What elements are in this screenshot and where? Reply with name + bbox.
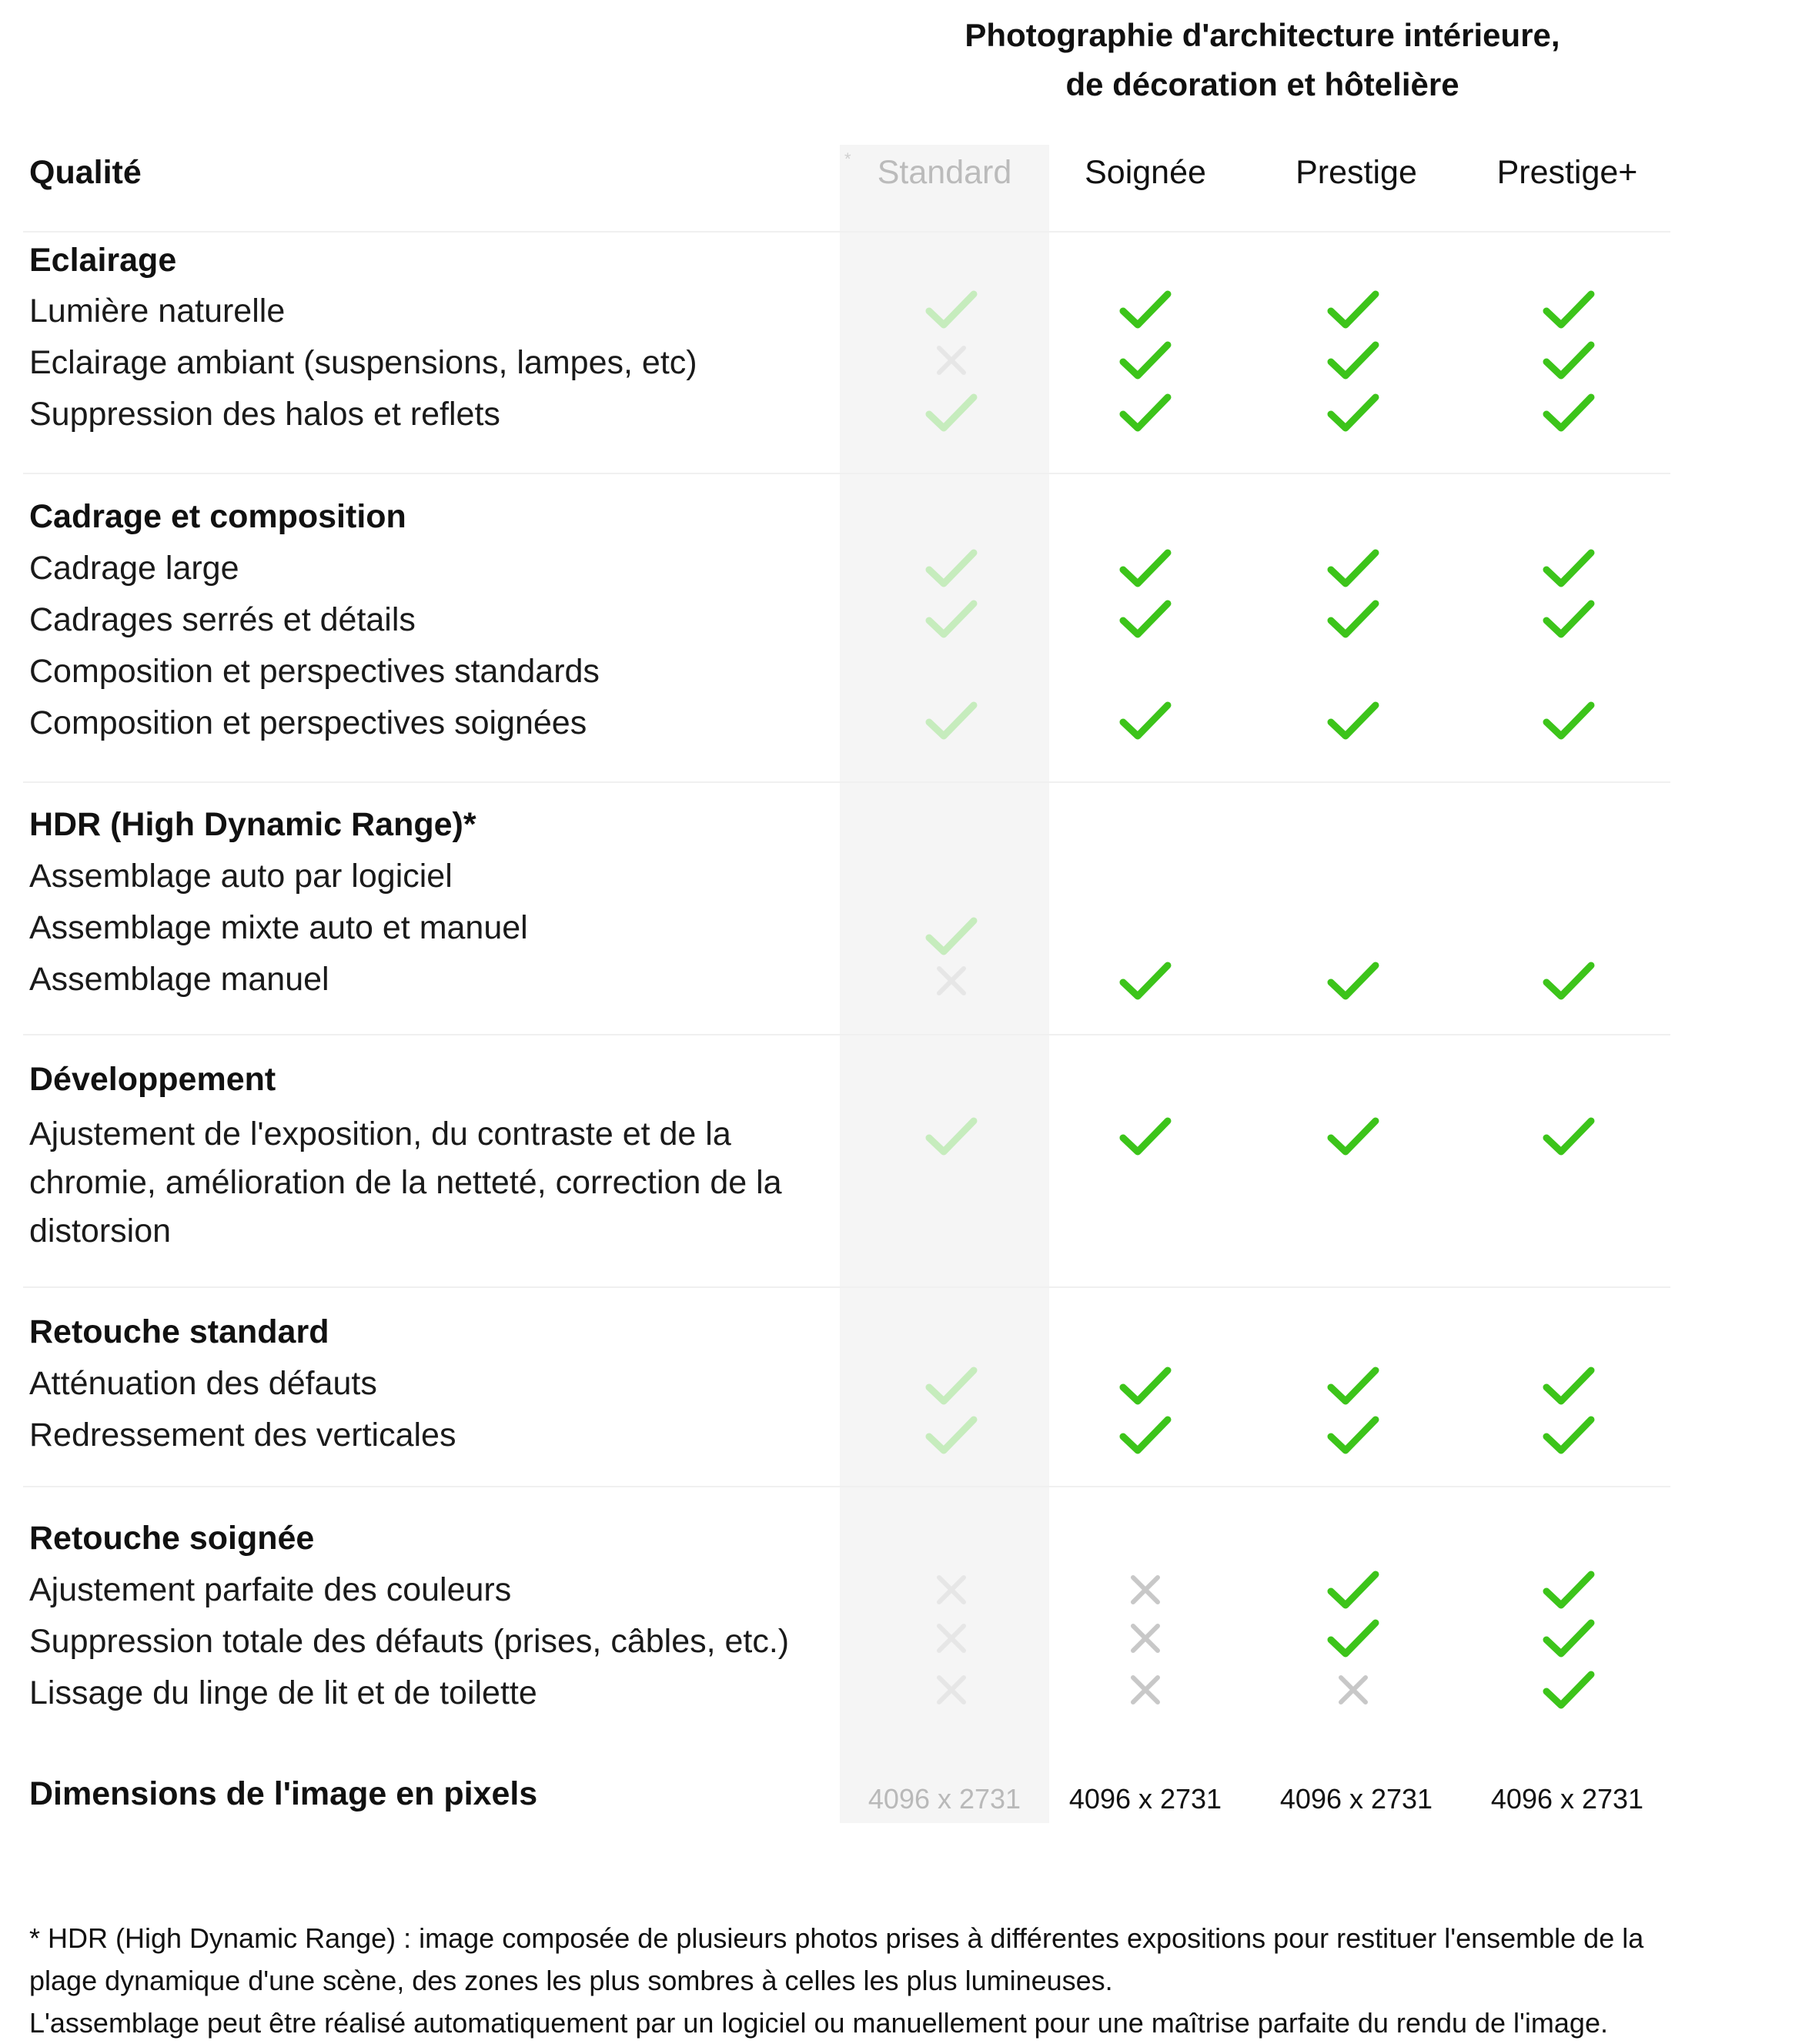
dimensions-label: Dimensions de l'image en pixels — [29, 1775, 538, 1812]
row-label: Suppression des halos et reflets — [29, 396, 500, 433]
column-header-soignee: Soignée — [1085, 154, 1206, 191]
check-icon — [1326, 958, 1380, 1004]
cross-icon — [924, 1615, 978, 1661]
check-icon — [1326, 286, 1380, 333]
section-divider — [23, 1486, 1670, 1487]
dimensions-value-soignee: 4096 x 2731 — [1068, 1783, 1222, 1815]
section-title-retouche-standard: Retouche standard — [29, 1313, 329, 1350]
row-label: Assemblage auto par logiciel — [29, 858, 453, 895]
row-label: Atténuation des défauts — [29, 1365, 377, 1402]
quality-header: Qualité — [29, 154, 142, 191]
standard-asterisk: * — [844, 149, 851, 169]
check-icon — [1118, 958, 1172, 1004]
row-label: Ajustement de l'exposition, du contraste et de la chromie, amélioration de la netteté, correction de la distorsion — [29, 1116, 782, 1249]
table-title-line-1: Photographie d'architecture intérieure, — [965, 17, 1560, 53]
cross-icon — [924, 1567, 978, 1613]
check-icon — [1118, 1363, 1172, 1409]
check-icon — [1326, 337, 1380, 383]
row-label: Assemblage manuel — [29, 961, 329, 998]
check-icon — [1542, 596, 1596, 642]
check-icon — [1326, 596, 1380, 642]
section-title-developpement: Développement — [29, 1061, 276, 1098]
check-icon — [1542, 1412, 1596, 1458]
row-label: Redressement des verticales — [29, 1417, 456, 1454]
row-label: Ajustement parfaite des couleurs — [29, 1571, 512, 1608]
dimensions-value-prestige-plus: 4096 x 2731 — [1490, 1783, 1644, 1815]
table-title — [831, 11, 1693, 109]
check-icon — [1118, 596, 1172, 642]
check-icon — [1118, 286, 1172, 333]
check-icon — [924, 286, 978, 333]
row-label: Lumière naturelle — [29, 293, 286, 330]
section-title-cadrage: Cadrage et composition — [29, 498, 406, 535]
row-label: Cadrages serrés et détails — [29, 601, 416, 638]
section-divider — [23, 1286, 1670, 1288]
check-icon — [924, 698, 978, 744]
row-label: Composition et perspectives standards — [29, 653, 600, 690]
column-header-standard-label: Standard — [877, 154, 1012, 191]
cross-icon — [1326, 1667, 1380, 1713]
column-header-prestige-plus: Prestige+ — [1496, 154, 1638, 191]
column-header-prestige: Prestige — [1295, 154, 1417, 191]
check-icon — [1542, 286, 1596, 333]
check-icon — [1542, 958, 1596, 1004]
section-title-hdr: HDR (High Dynamic Range)* — [29, 806, 476, 843]
section-divider — [23, 473, 1670, 474]
cross-icon — [924, 337, 978, 383]
check-icon — [1326, 390, 1380, 436]
check-icon — [924, 545, 978, 591]
row-label: Lissage du linge de lit et de toilette — [29, 1674, 537, 1711]
cross-icon — [1118, 1615, 1172, 1661]
row-label: Suppression totale des défauts (prises, câbles, etc.) — [29, 1623, 790, 1660]
section-title-retouche-soignee: Retouche soignée — [29, 1520, 315, 1557]
check-icon — [1326, 1363, 1380, 1409]
check-icon — [924, 1363, 978, 1409]
check-icon — [1542, 390, 1596, 436]
table-title-line-2: de décoration et hôtelière — [1065, 66, 1459, 102]
dimensions-value-prestige: 4096 x 2731 — [1279, 1783, 1433, 1815]
check-icon — [1118, 698, 1172, 744]
hdr-footnote — [29, 1917, 1792, 2044]
dimensions-value-standard: 4096 x 2731 — [868, 1783, 1021, 1815]
section-divider — [23, 781, 1670, 783]
cross-icon — [924, 958, 978, 1004]
section-title-eclairage: Eclairage — [29, 242, 177, 279]
column-header-standard — [829, 149, 1060, 192]
check-icon — [1326, 1113, 1380, 1159]
check-icon — [1326, 1412, 1380, 1458]
check-icon — [1326, 1567, 1380, 1613]
cross-icon — [1118, 1567, 1172, 1613]
check-icon — [924, 596, 978, 642]
check-icon — [924, 1412, 978, 1458]
check-icon — [1542, 698, 1596, 744]
check-icon — [1542, 1567, 1596, 1613]
check-icon — [924, 1113, 978, 1159]
check-icon — [1542, 1363, 1596, 1409]
footnote-line-3: L'assemblage peut être réalisé automatiquement par un logiciel ou manuellement pour une maîtrise parfaite du rendu de l'image. — [29, 2007, 1608, 2039]
check-icon — [1542, 1615, 1596, 1661]
check-icon — [1326, 545, 1380, 591]
row-label: Composition et perspectives soignées — [29, 704, 587, 741]
footnote-line-2: plage dynamique d'une scène, des zones les plus sombres à celles les plus lumineuses. — [29, 1965, 1113, 1996]
header-divider — [23, 231, 1670, 233]
check-icon — [1118, 1412, 1172, 1458]
check-icon — [924, 913, 978, 959]
check-icon — [1542, 545, 1596, 591]
check-icon — [1326, 698, 1380, 744]
check-icon — [1542, 337, 1596, 383]
check-icon — [1118, 545, 1172, 591]
check-icon — [1326, 1615, 1380, 1661]
check-icon — [1542, 1667, 1596, 1713]
footnote-line-1: * HDR (High Dynamic Range) : image composée de plusieurs photos prises à différentes expositions pour restituer l'ensemble de la — [29, 1922, 1644, 1954]
check-icon — [1542, 1113, 1596, 1159]
row-label: Eclairage ambiant (suspensions, lampes, etc) — [29, 344, 697, 381]
section-divider — [23, 1034, 1670, 1035]
row-label: Assemblage mixte auto et manuel — [29, 909, 528, 946]
check-icon — [1118, 390, 1172, 436]
cross-icon — [1118, 1667, 1172, 1713]
check-icon — [1118, 1113, 1172, 1159]
cross-icon — [924, 1667, 978, 1713]
row-label: Cadrage large — [29, 550, 239, 587]
check-icon — [1118, 337, 1172, 383]
check-icon — [924, 390, 978, 436]
